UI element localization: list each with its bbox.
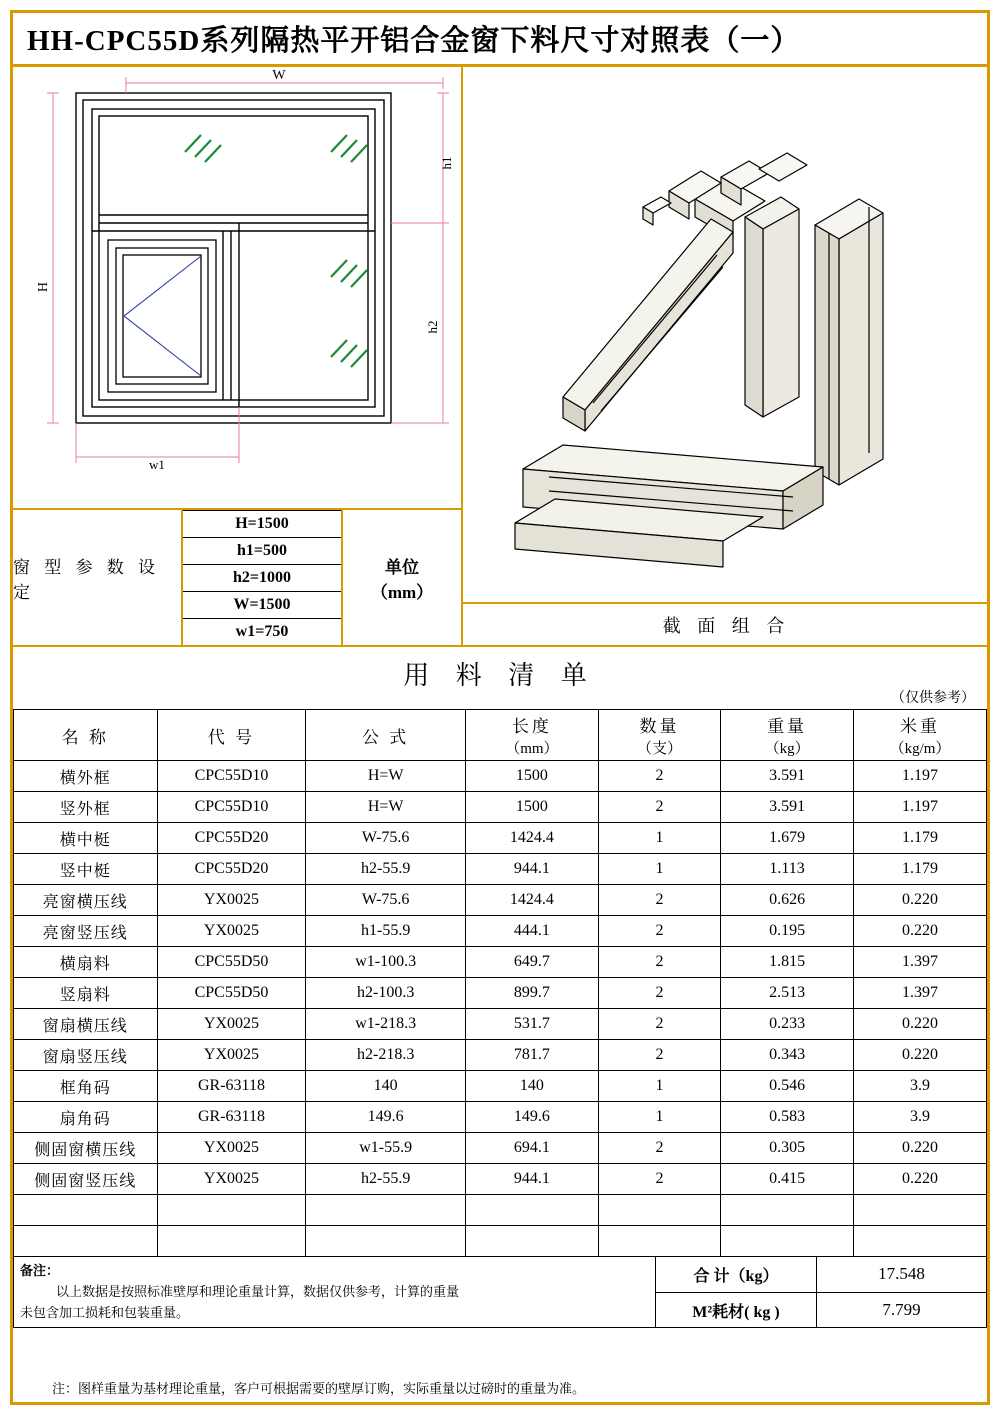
table-row-empty — [14, 1226, 987, 1257]
cell-formula: w1-55.9 — [306, 1133, 466, 1164]
cell-length: 899.7 — [465, 978, 598, 1009]
cell-empty — [854, 1195, 987, 1226]
bill-title: 用 料 清 单 — [403, 661, 597, 690]
cell-formula: H=W — [306, 792, 466, 823]
cell-unit-weight: 1.197 — [854, 761, 987, 792]
unit-value: （mm） — [370, 582, 434, 602]
cell-empty — [598, 1195, 720, 1226]
table-body — [14, 761, 987, 1257]
cell-empty — [306, 1226, 466, 1257]
cell-weight: 0.546 — [721, 1071, 854, 1102]
cell-weight: 1.113 — [721, 854, 854, 885]
col-header-formula: 公 式 — [306, 710, 466, 761]
cell-code: CPC55D20 — [157, 823, 306, 854]
cell-name: 竖外框 — [14, 792, 158, 823]
total-weight-value: 17.548 — [878, 1264, 925, 1284]
cell-name: 扇角码 — [14, 1102, 158, 1133]
per-sqm-value: 7.799 — [882, 1300, 921, 1320]
per-sqm-row — [656, 1293, 986, 1328]
param-row-H: H=1500 — [183, 510, 341, 538]
cell-name: 侧固窗竖压线 — [14, 1164, 158, 1195]
cell-empty — [306, 1195, 466, 1226]
cell-length: 1500 — [465, 761, 598, 792]
cell-code: YX0025 — [157, 1133, 306, 1164]
remark-label: 备注： — [20, 1263, 60, 1278]
col-header-quantity: 数量 （支） — [598, 710, 720, 761]
cell-formula: 140 — [306, 1071, 466, 1102]
cell-quantity: 2 — [598, 1164, 720, 1195]
param-row-w1: w1=750 — [235, 623, 289, 640]
cell-formula: W-75.6 — [306, 885, 466, 916]
cell-quantity: 2 — [598, 1040, 720, 1071]
param-row-W: W=1500 — [183, 592, 341, 619]
cell-length: 140 — [465, 1071, 598, 1102]
cell-code: YX0025 — [157, 1009, 306, 1040]
parameters-unit — [343, 510, 461, 645]
cell-unit-weight: 1.197 — [854, 792, 987, 823]
cell-unit-weight: 1.179 — [854, 823, 987, 854]
cell-length: 1500 — [465, 792, 598, 823]
table-row — [14, 1102, 987, 1133]
cell-code: YX0025 — [157, 916, 306, 947]
cell-unit-weight: 3.9 — [854, 1102, 987, 1133]
cell-weight: 0.415 — [721, 1164, 854, 1195]
cell-weight: 2.513 — [721, 978, 854, 1009]
cell-weight: 3.591 — [721, 792, 854, 823]
cell-quantity: 2 — [598, 1009, 720, 1040]
table-row — [14, 761, 987, 792]
remark-line-2: 未包含加工损耗和包装重量。 — [20, 1304, 190, 1320]
cell-length: 444.1 — [465, 916, 598, 947]
cell-quantity: 2 — [598, 1133, 720, 1164]
cell-unit-weight: 1.397 — [854, 978, 987, 1009]
cell-code: YX0025 — [157, 885, 306, 916]
cell-weight: 3.591 — [721, 761, 854, 792]
window-elevation-svg — [13, 67, 463, 503]
cell-code: CPC55D20 — [157, 854, 306, 885]
param-row-h1: h1=500 — [183, 538, 341, 565]
col-header-weight: 重量 （kg） — [721, 710, 854, 761]
cell-quantity: 1 — [598, 854, 720, 885]
cell-empty — [157, 1226, 306, 1257]
window-elevation-drawing — [13, 67, 461, 508]
drawing-zone — [13, 67, 987, 645]
cell-length: 781.7 — [465, 1040, 598, 1071]
total-weight-row — [656, 1257, 986, 1293]
cell-code: YX0025 — [157, 1040, 306, 1071]
cell-formula: W-75.6 — [306, 823, 466, 854]
cell-empty — [721, 1226, 854, 1257]
cell-empty — [721, 1195, 854, 1226]
cell-unit-weight: 3.9 — [854, 1071, 987, 1102]
cell-formula: h1-55.9 — [306, 916, 466, 947]
dimension-label-W: W — [272, 68, 286, 83]
col-header-code: 代 号 — [157, 710, 306, 761]
cell-weight: 0.195 — [721, 916, 854, 947]
cell-unit-weight: 0.220 — [854, 1133, 987, 1164]
cell-quantity: 2 — [598, 978, 720, 1009]
window-elevation-panel — [13, 67, 463, 645]
table-row — [14, 854, 987, 885]
table-footer — [13, 1257, 987, 1328]
cell-unit-weight: 0.220 — [854, 1164, 987, 1195]
section-assembly-svg — [463, 67, 990, 597]
cell-weight: 1.679 — [721, 823, 854, 854]
totals-block — [656, 1257, 986, 1327]
param-row-h2: h2=1000 — [183, 565, 341, 592]
table-row — [14, 1133, 987, 1164]
cell-length: 649.7 — [465, 947, 598, 978]
total-weight-label: 合 计（kg） — [656, 1257, 817, 1292]
cell-quantity: 1 — [598, 823, 720, 854]
cell-weight: 0.233 — [721, 1009, 854, 1040]
parameters-title: 窗 型 参 数 设 定 — [13, 510, 183, 645]
cell-length: 149.6 — [465, 1102, 598, 1133]
cell-quantity: 2 — [598, 761, 720, 792]
cell-length: 694.1 — [465, 1133, 598, 1164]
cell-formula: h2-218.3 — [306, 1040, 466, 1071]
cell-quantity: 2 — [598, 947, 720, 978]
remark-line-1: 以上数据是按照标准壁厚和理论重量计算，数据仅供参考，计算的重量 — [56, 1283, 460, 1299]
cell-unit-weight: 0.220 — [854, 1009, 987, 1040]
cell-unit-weight: 0.220 — [854, 916, 987, 947]
cell-length: 1424.4 — [465, 885, 598, 916]
cell-formula: 149.6 — [306, 1102, 466, 1133]
parameters-values — [183, 510, 343, 645]
section-assembly-drawing — [463, 67, 990, 602]
cell-length: 531.7 — [465, 1009, 598, 1040]
cell-formula: h2-55.9 — [306, 1164, 466, 1195]
section-assembly-panel — [463, 67, 990, 645]
document-title-bar — [13, 13, 987, 67]
cell-name: 竖中梃 — [14, 854, 158, 885]
cell-code: YX0025 — [157, 1164, 306, 1195]
cell-name: 框角码 — [14, 1071, 158, 1102]
dimension-label-H: H — [36, 281, 51, 293]
bill-header — [13, 645, 987, 709]
cell-empty — [157, 1195, 306, 1226]
cell-unit-weight: 1.397 — [854, 947, 987, 978]
table-row-empty — [14, 1195, 987, 1226]
cell-code: CPC55D50 — [157, 947, 306, 978]
bill-reference-note: （仅供参考） — [891, 691, 975, 706]
bill-of-materials-table — [13, 709, 987, 1257]
cell-unit-weight: 0.220 — [854, 1040, 987, 1071]
per-sqm-label: M²耗材( kg ) — [656, 1293, 817, 1328]
cell-formula: h2-55.9 — [306, 854, 466, 885]
table-row — [14, 1164, 987, 1195]
cell-weight: 0.343 — [721, 1040, 854, 1071]
document-page — [10, 10, 990, 1405]
cell-name: 横外框 — [14, 761, 158, 792]
table-row — [14, 823, 987, 854]
cell-quantity: 2 — [598, 916, 720, 947]
window-parameters-table — [13, 508, 461, 645]
cell-formula: H=W — [306, 761, 466, 792]
section-assembly-label: 截 面 组 合 — [463, 602, 990, 645]
cell-empty — [465, 1195, 598, 1226]
cell-formula: w1-100.3 — [306, 947, 466, 978]
cell-quantity: 2 — [598, 885, 720, 916]
cell-empty — [598, 1226, 720, 1257]
cell-weight: 0.583 — [721, 1102, 854, 1133]
unit-label: 单位 — [385, 557, 419, 577]
col-header-name: 名 称 — [14, 710, 158, 761]
cell-formula: w1-218.3 — [306, 1009, 466, 1040]
table-row — [14, 947, 987, 978]
cell-length: 1424.4 — [465, 823, 598, 854]
cell-name: 窗扇竖压线 — [14, 1040, 158, 1071]
cell-code: GR-63118 — [157, 1071, 306, 1102]
cell-name: 窗扇横压线 — [14, 1009, 158, 1040]
table-row — [14, 916, 987, 947]
cell-name: 横中梃 — [14, 823, 158, 854]
cell-code: CPC55D10 — [157, 761, 306, 792]
cell-weight: 0.305 — [721, 1133, 854, 1164]
cell-formula: h2-100.3 — [306, 978, 466, 1009]
cell-name: 亮窗横压线 — [14, 885, 158, 916]
col-header-length: 长度 （mm） — [465, 710, 598, 761]
page-title: HH-CPC55D系列隔热平开铝合金窗下料尺寸对照表（一） — [27, 25, 801, 57]
cell-length: 944.1 — [465, 1164, 598, 1195]
cell-code: GR-63118 — [157, 1102, 306, 1133]
cell-empty — [14, 1226, 158, 1257]
table-row — [14, 978, 987, 1009]
cell-length: 944.1 — [465, 854, 598, 885]
cell-empty — [14, 1195, 158, 1226]
col-header-unit-weight: 米重 （kg/m） — [854, 710, 987, 761]
bottom-disclaimer: 注：图样重量为基材理论重量，客户可根据需要的壁厚订购，实际重量以过磅时的重量为准。 — [52, 1381, 586, 1396]
table-row — [14, 885, 987, 916]
cell-code: CPC55D50 — [157, 978, 306, 1009]
cell-empty — [854, 1226, 987, 1257]
cell-quantity: 1 — [598, 1102, 720, 1133]
cell-unit-weight: 1.179 — [854, 854, 987, 885]
cell-name: 亮窗竖压线 — [14, 916, 158, 947]
table-row — [14, 792, 987, 823]
table-row — [14, 1009, 987, 1040]
cell-name: 横扇料 — [14, 947, 158, 978]
dimension-label-h2: h2 — [425, 320, 440, 334]
cell-name: 侧固窗横压线 — [14, 1133, 158, 1164]
cell-name: 竖扇料 — [14, 978, 158, 1009]
table-row — [14, 1040, 987, 1071]
cell-quantity: 2 — [598, 792, 720, 823]
cell-weight: 0.626 — [721, 885, 854, 916]
table-header-row — [14, 710, 987, 761]
dimension-label-w1: w1 — [149, 457, 165, 472]
table-row — [14, 1071, 987, 1102]
cell-quantity: 1 — [598, 1071, 720, 1102]
cell-empty — [465, 1226, 598, 1257]
cell-weight: 1.815 — [721, 947, 854, 978]
cell-code: CPC55D10 — [157, 792, 306, 823]
remark-block — [14, 1257, 656, 1327]
dimension-label-h1: h1 — [439, 156, 454, 170]
cell-unit-weight: 0.220 — [854, 885, 987, 916]
